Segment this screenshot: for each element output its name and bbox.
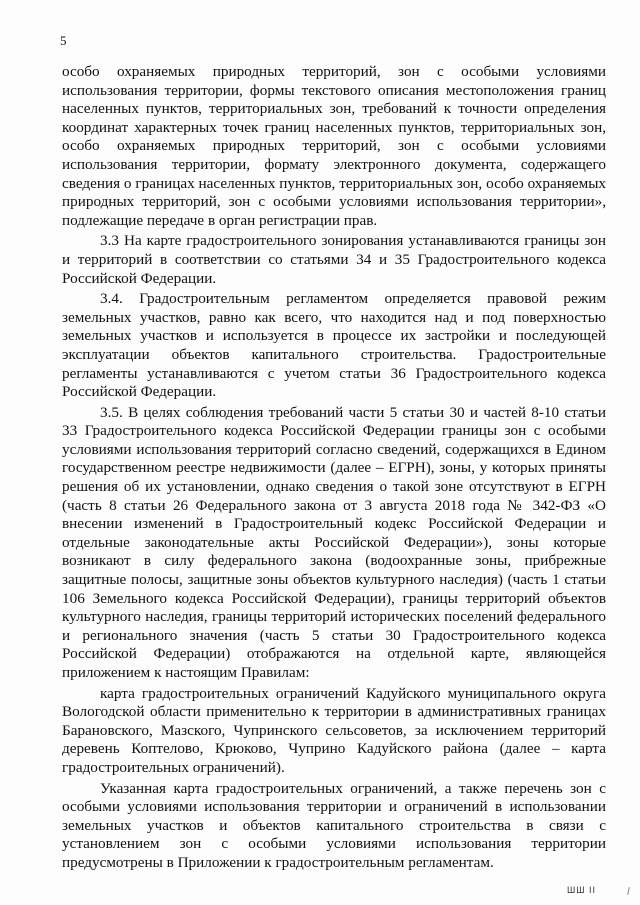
page-number: 5 bbox=[60, 33, 67, 48]
paragraph-map-note: Указанная карта градостроительных ограничений, а также перечень зон с особыми условиями использования территории и ограничений в использовании земельных участков и объектов капитального строительства в связи с установлением зон с особыми условиями использования территории предусмотрены в Приложении к градостроительным регламентам. bbox=[62, 779, 606, 871]
scan-footer-mark: ШШ II bbox=[567, 885, 596, 895]
document-body bbox=[62, 63, 606, 873]
paragraph-map-item: карта градостроительных ограничений Кадуйского муниципального округа Вологодской области применительно к территории в административных границах Барановского, Мазского, Чупринского сельсоветов, за исключением территорий деревень Коптелово, Крюково, Чуприно Кадуйского района (далее – карта градостроительных ограничений). bbox=[62, 684, 606, 776]
scan-tick-mark bbox=[627, 887, 630, 895]
paragraph-3-3: 3.3 На карте градостроительного зонирования устанавливаются границы зон и территорий в соответствии со статьями 34 и 35 Градостроительного кодекса Российской Федерации. bbox=[62, 232, 606, 287]
paragraph-3-4: 3.4. Градостроительным регламентом определяется правовой режим земельных участков, равно как всего, что находится над и под поверхностью земельных участков и используется в процессе их застройки и последующей эксплуатации объектов капитального строительства. Градостроительные регламенты устанавливаются с учетом статьи 36 Градостроительного кодекса Российской Федерации. bbox=[62, 290, 606, 401]
paragraph-3-5: 3.5. В целях соблюдения требований части 5 статьи 30 и частей 8-10 статьи 33 Градостроительного кодекса Российской Федерации границы зон с особыми условиями использования территорий согласно сведений, содержащихся в Едином государственном реестре недвижимости (далее – ЕГРН), зоны, у которых приняты решения об их установлении, однако сведения о такой зоне отсутствуют в ЕГРН (часть 8 статьи 26 Федерального закона от 3 августа 2018 года № 342-ФЗ «О внесении изменений в Градостроительный кодекс Российской Федерации и отдельные законодательные акты Российской Федерации»), зоны которые возникают в силу федерального закона (водоохранные зоны, прибрежные защитные полосы, защитные зоны объектов культурного наследия) (часть 1 статьи 106 Земельного кодекса Российской Федерации), границы территорий объектов культурного наследия, границы территорий исторических поселений федерального и регионального значения (часть 5 статьи 30 Градостроительного кодекса Российской Федерации) отображаются на отдельной карте, являющейся приложением к настоящим Правилам: bbox=[62, 403, 606, 681]
paragraph-continuation: особо охраняемых природных территорий, зон с особыми условиями использования территории, формы текстового описания местоположения границ населенных пунктов, территориальных зон, требований к точности определения координат характерных точек границ населенных пунктов, территориальных зон, особо охраняемых природных территорий, зон с особыми условиями использования территории, формату электронного документа, содержащего сведения о границах населенных пунктов, территориальных зон, особо охраняемых природных территорий, зон с особыми условиями использования территории», подлежащие передаче в орган регистрации прав. bbox=[62, 63, 606, 229]
